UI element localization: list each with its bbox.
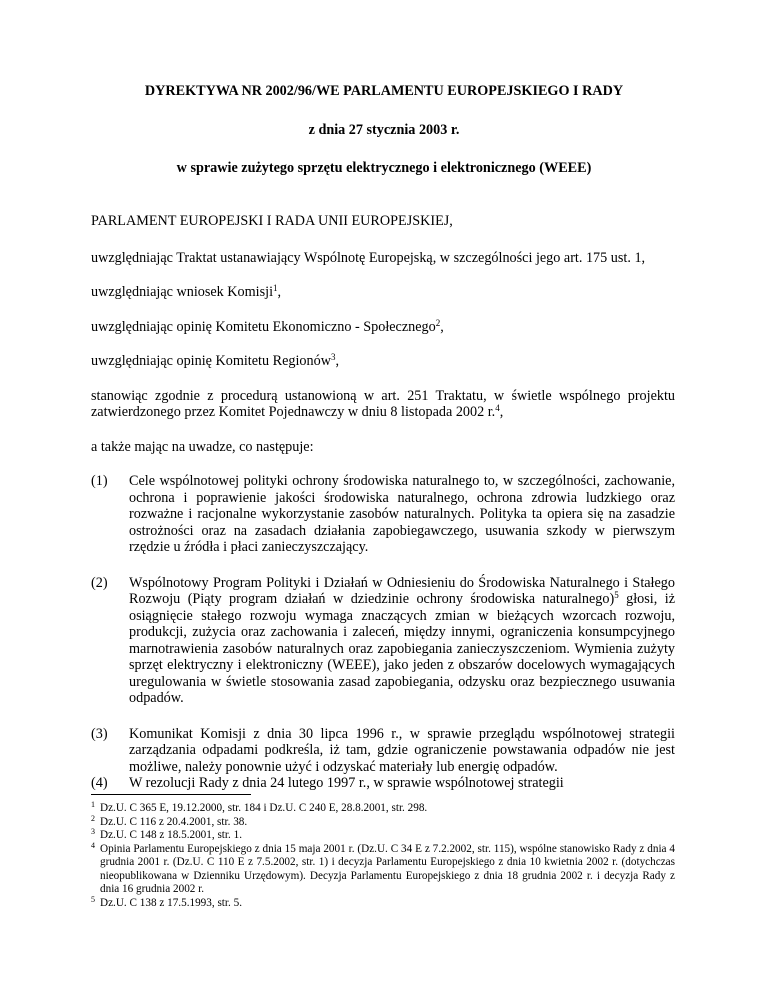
recital-item <box>91 775 675 792</box>
preamble-ecosoc-text: uwzględniając opinię Komitetu Ekonomiczno - Społecznego <box>91 318 436 335</box>
recital-number: (4) <box>91 775 108 791</box>
footnote-number: 1 <box>91 800 95 809</box>
recital-number: (2) <box>91 574 108 591</box>
footnote-mark <box>91 840 100 897</box>
preamble-opening: PARLAMENT EUROPEJSKI I RADA UNII EUROPEJSKIEJ, <box>91 213 453 229</box>
footnote <box>91 840 675 897</box>
recital-number: (1) <box>91 473 108 489</box>
footnote-ref: 5 <box>614 590 619 600</box>
document-title: DYREKTYWA NR 2002/96/WE PARLAMENTU EUROPEJSKIEGO I RADY <box>144 83 624 99</box>
preamble-procedure-text: stanowiąc zgodnie z procedurą ustanowioną w art. 251 Traktatu, w świetle wspólnego projektu zatwierdzonego przez Komitet Pojednawczy w dniu 8 listopada 2002 r. <box>91 387 675 420</box>
footnote-text: Dz.U. C 365 E, 19.12.2000, str. 184 i Dz.U. C 240 E, 28.8.2001, str. 298. <box>100 802 428 814</box>
preamble-ecosoc: uwzględniając opinię Komitetu Ekonomiczno - Społecznego$^2$, <box>91 317 444 335</box>
recital-number: (3) <box>91 725 108 742</box>
footnote-number: 4 <box>91 840 95 850</box>
recital-text-part: Wspólnotowy Program Polityki i Działań w Odniesieniu do Środowiska Naturalnego i Stałego Rozwoju (Piąty program działań w dziedzinie ochrony środowiska naturalnego) <box>129 574 675 607</box>
recital-item <box>91 726 675 776</box>
footnote-ref: 1 <box>273 283 278 293</box>
footnote-number: 2 <box>91 813 95 823</box>
preamble-treaty: uwzględniając Traktat ustanawiający Wspólnotę Europejską, w szczególności jego art. 175 ust. 1, <box>91 249 646 266</box>
document-body <box>91 213 675 792</box>
footnote-ref: 4 <box>495 403 500 413</box>
preamble-regions: uwzględniając opinię Komitetu Regionów$^3$, <box>91 352 339 369</box>
preamble-proposal: uwzględniając wniosek Komisji$^1$, <box>91 283 282 300</box>
footnote <box>91 894 675 911</box>
recital-text: W rezolucji Rady z dnia 24 lutego 1997 r., w sprawie wspólnotowej strategii <box>129 775 564 791</box>
footnote-text: Dz.U. C 148 z 18.5.2001, str. 1. <box>100 829 243 841</box>
preamble-regions-text: uwzględniając opinię Komitetu Regionów <box>91 353 331 369</box>
preamble-proposal-text: uwzględniając wniosek Komisji <box>91 284 274 300</box>
document-date: z dnia 27 stycznia 2003 r. <box>308 122 460 138</box>
footnote-text: Opinia Parlamentu Europejskiego z dnia 15 maja 2001 r. (Dz.U. C 34 E z 7.2.2002, str. 115), wspólne stanowisko Rady z dnia 4 grudnia 2001 r. (Dz.U. C 110 E z 7.5.2002, str. 1) i decyzja Parlamentu Europejskiego z dnia 10 kwietnia 2002 r. (dotychczas nieopublikowana w Dzienniku Urzędowym). Decyzja Parlamentu Europejskiego z dnia 18 grudnia 2002 r. i decyzja Rady z dnia 16 grudnia 2002 r. <box>100 842 675 895</box>
footnote-separator <box>91 794 251 795</box>
footnotes <box>91 794 675 910</box>
footnote <box>91 829 675 843</box>
recital-text: Komunikat Komisji z dnia 30 lipca 1996 r., w sprawie przeglądu wspólnotowej strategii zarządzania odpadami podkreśla, iż tam, gdzie ograniczenie powstawania odpadów nie jest możliwe, należy ponownie użyć i odzyskać materiały lub energię odpadów. <box>129 725 675 775</box>
footnote-number: 5 <box>91 894 95 904</box>
recital-text: Cele wspólnotowej polityki ochrony środowiska naturalnego to, w szczególności, zachowanie, ochrona i poprawienie jakości środowiska naturalnego, ochrona zdrowia ludzkiego oraz rozważne i racjonalne wykorzystanie zasobów naturalnych. Polityka ta opiera się na zasadzie ostrożności oraz na zasadach działania zapobiegawczego, usuwania szkody w pierwszym rzędzie u źródła i płaci zanieczyszczający. <box>129 473 675 555</box>
document-subject: w sprawie zużytego sprzętu elektrycznego i elektronicznego (WEEE) <box>176 160 592 176</box>
footnote-ref: 3 <box>330 352 336 362</box>
recital-item <box>91 575 675 707</box>
footnote-ref: 2 <box>435 317 441 328</box>
recital-text <box>129 575 675 707</box>
preamble-whereas: a także mając na uwadze, co następuje: <box>91 438 314 455</box>
footnote-text: Dz.U. C 138 z 17.5.1993, str. 5. <box>100 896 243 909</box>
footnote-number: 3 <box>91 827 95 836</box>
footnote <box>91 813 675 830</box>
recital-item <box>91 473 675 556</box>
footnote <box>91 802 675 816</box>
footnote-text: Dz.U. C 116 z 20.4.2001, str. 38. <box>100 815 248 828</box>
preamble-procedure: stanowiąc zgodnie z procedurą ustanowioną w art. 251 Traktatu, w świetle wspólnego projektu zatwierdzonego przez Komitet Pojednawczy w dniu 8 listopada 2002 r.$^4$, <box>91 387 675 420</box>
recital-text-part: głosi, iż osiągnięcie stałego rozwoju wymaga znaczących zmian w bieżących wzorcach rozwoju, produkcji, zużycia oraz zachowania i zaleceń, między innymi, ograniczenia konsumpcyjnego marnotrawienia zasobów naturalnych oraz zapobiegania zanieczyszczeniom. Wymienia zużyty sprzęt elektryczny i elektroniczny (WEEE), jako jeden z obszarów docelowych wymagających uregulowania w świetle stosowania zasad zapobiegania, odzysku oraz bezpiecznego usuwania odpadów. <box>129 591 675 706</box>
footnote-mark <box>91 894 100 911</box>
